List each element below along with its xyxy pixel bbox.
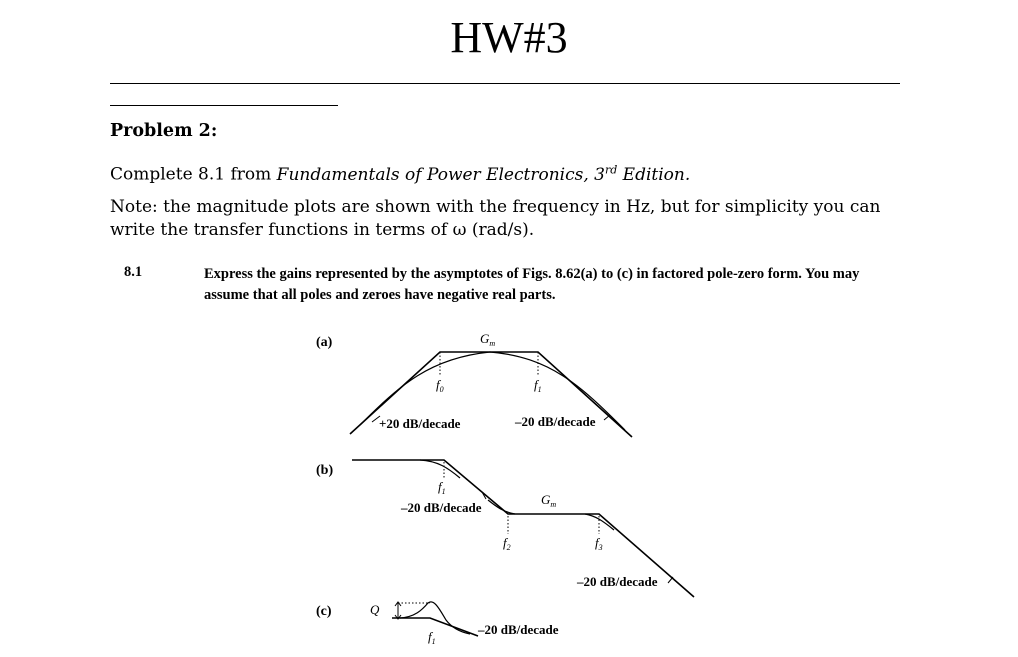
- fig-a-slope-right: –20 dB/decade: [515, 414, 596, 429]
- fig-a-slope-left: +20 dB/decade: [379, 416, 461, 431]
- fig-b-curve: [420, 460, 614, 530]
- fig-a-f0-label: $f_0$: [436, 377, 444, 394]
- fig-b-f3-label: $f_3$: [595, 535, 603, 552]
- fig-b-slope2-pointer: [668, 577, 673, 583]
- instruction-lead: Complete 8.1 from: [110, 164, 277, 185]
- problem-heading: Problem 2:: [110, 121, 218, 141]
- fig-c-q-label: Q: [370, 602, 380, 617]
- fig-b-label: (b): [316, 463, 334, 478]
- fig-b-f2-label: $f_2$: [503, 535, 511, 552]
- fig-c-label: (c): [316, 604, 332, 619]
- problem-number: 8.1: [124, 264, 143, 280]
- edition-superscript: rd: [604, 163, 618, 176]
- fig-b-slope2: –20 dB/decade: [577, 574, 658, 589]
- instruction-tail: Edition.: [617, 164, 691, 185]
- fig-a-f1-label: $f_1$: [534, 377, 542, 394]
- page-title: HW#3: [450, 13, 568, 62]
- fig-b-f1-label: $f_1$: [438, 479, 446, 496]
- fig-a-label: (a): [316, 335, 333, 350]
- problem-statement: Express the gains represented by the asymptotes of Figs. 8.62(a) to (c) in factored pole-zero form. You may assume that all poles and zeroes have negative real parts.: [204, 266, 860, 303]
- fig-c-slope: –20 dB/decade: [478, 622, 559, 637]
- fig-c-f1-label: $f_1$: [428, 629, 436, 646]
- fig-a-right-pointer: [604, 415, 610, 420]
- fig-b-gain-label: $G_m$: [541, 492, 557, 509]
- fig-a-gain-label: $G_m$: [480, 331, 496, 348]
- note-paragraph: Note: the magnitude plots are shown with the frequency in Hz, but for simplicity you can write the transfer functions in terms of ω (rad/s).: [110, 197, 881, 240]
- book-title-text: Fundamentals of Power Electronics, 3: [276, 164, 605, 185]
- fig-b-slope1: –20 dB/decade: [401, 500, 482, 515]
